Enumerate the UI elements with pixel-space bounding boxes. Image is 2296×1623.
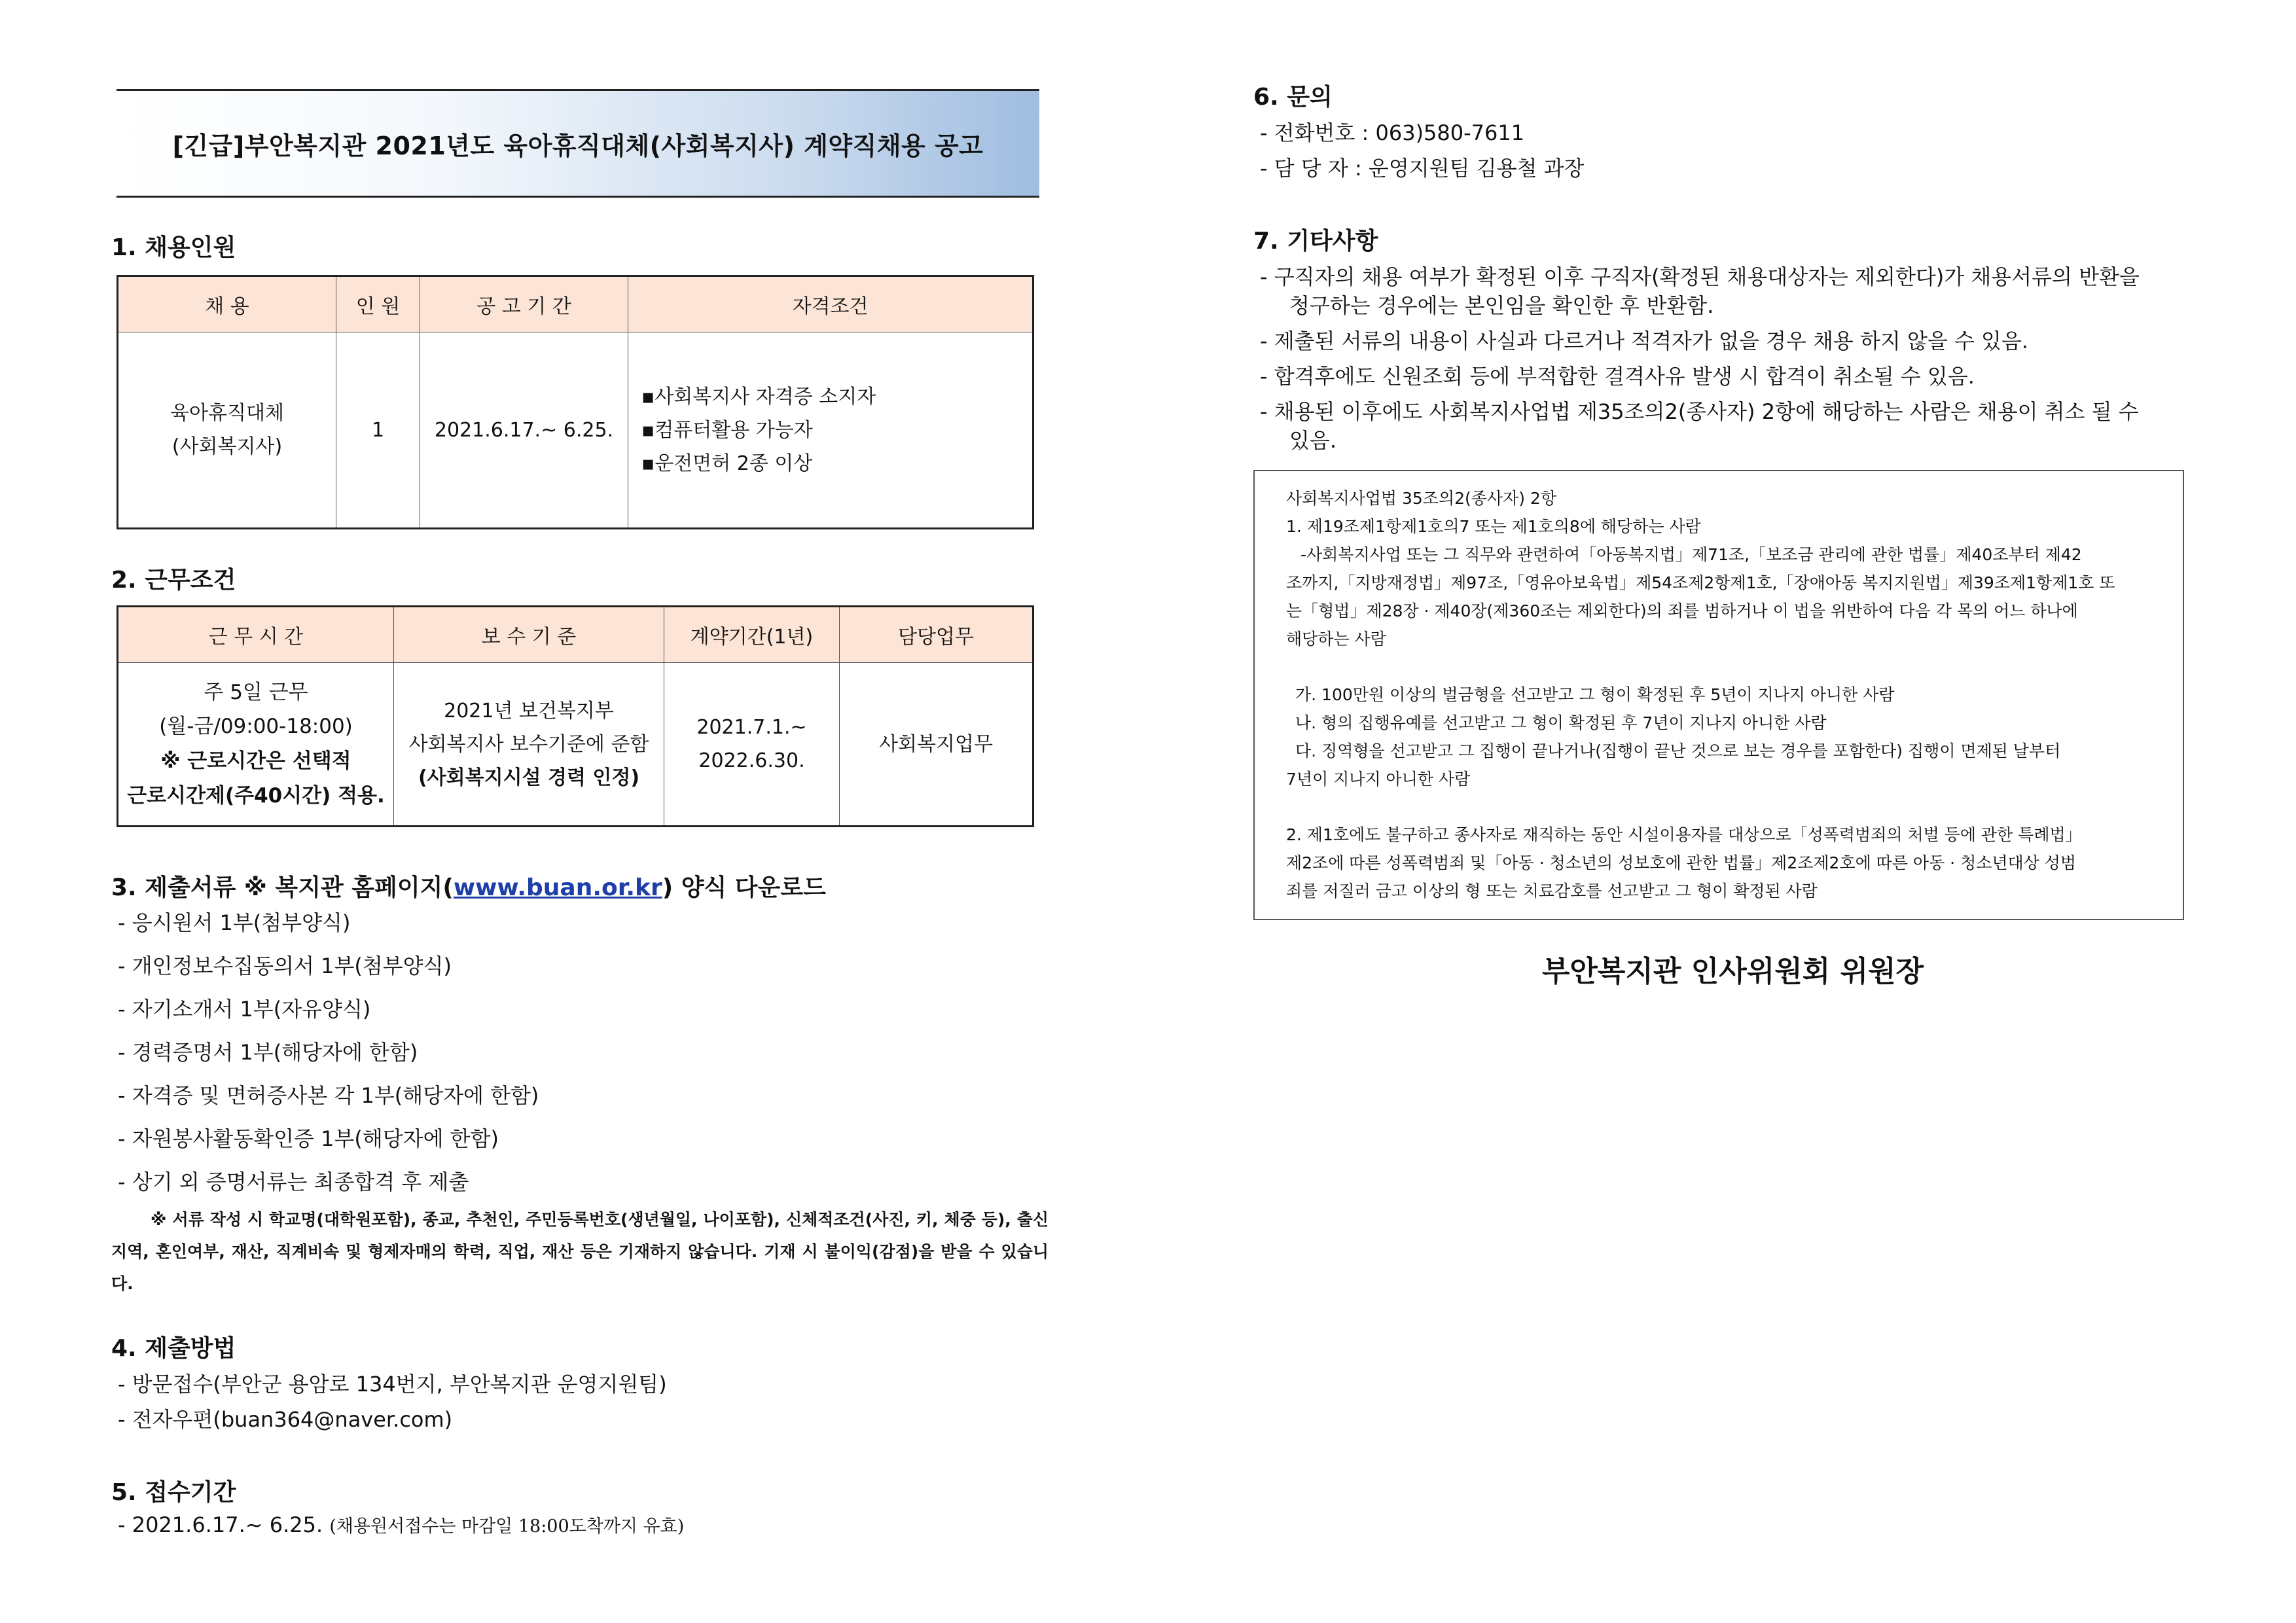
table-header-cell: 채 용 (118, 276, 336, 332)
list-item: - 응시원서 1부(첨부양식) (118, 910, 351, 935)
position-line: (사회복지사) (171, 435, 283, 458)
section-3-heading (111, 869, 826, 902)
table-header-row (118, 607, 1033, 663)
work-hours-line: 주 5일 근무 (204, 680, 308, 704)
list-item: - 전화번호 : 063)580-7611 (1260, 120, 1525, 145)
recruitment-table (117, 275, 1034, 529)
page-title: [긴급]부안복지관 2021년도 육아휴직대체(사회복지사) 계약직채용 공고 (172, 131, 984, 160)
list-item: - 합격후에도 신원조회 등에 부적합한 결격사유 발생 시 합격이 취소될 수 있음. (1260, 364, 1975, 389)
qualification-item: ▪운전면허 2종 이상 (641, 452, 813, 475)
work-conditions-table (117, 605, 1034, 827)
law-excerpt-box (1253, 470, 2184, 920)
section-1-heading: 1. 채용인원 (111, 234, 236, 261)
law-line: 2. 제1호에도 불구하고 종사자로 재직하는 동안 시설이용자를 대상으로「성폭력범죄의 처벌 등에 관한 특례법」 (1286, 825, 2082, 844)
headcount-cell: 1 (336, 332, 420, 529)
table-header-cell: 공 고 기 간 (420, 276, 628, 332)
homepage-link[interactable]: www.buan.or.kr (453, 874, 662, 901)
table-row (118, 663, 1033, 827)
list-item: - 상기 외 증명서류는 최종합격 후 제출 (118, 1169, 469, 1194)
work-hours-note: 근로시간제(주40시간) 적용. (127, 783, 385, 808)
document-notice: ※ 서류 작성 시 학교명(대학원포함), 종교, 추천인, 주민등록번호(생년월일, 나이포함), 신체적조건(사진, 키, 체중 등), 출신지역, 혼인여부, 재산, 직계비속 및 형제자매의 학력, 직업, 재산 등은 기재하지 않습니다. 기재 시 불이익(감점)을 받을 수 있습니다. (111, 1210, 1049, 1293)
qualification-item: ▪컴퓨터활용 가능자 (641, 418, 813, 442)
section-3-heading-text: 3. 제출서류 ※ 복지관 홈페이지( (111, 874, 454, 901)
law-line: 나. 형의 집행유예를 선고받고 그 형이 확정된 후 7년이 지나지 아니한 사람 (1295, 713, 1827, 732)
law-line: 해당하는 사람 (1286, 630, 1386, 649)
position-cell (118, 332, 336, 529)
work-hours-cell (118, 663, 394, 827)
section-5-heading: 5. 접수기간 (111, 1479, 236, 1506)
signature-line: 부안복지관 인사위원회 위원장 (1541, 955, 1924, 988)
application-period-note: (채용원서접수는 마감일 18:00도착까지 유효) (329, 1516, 685, 1537)
list-item: - 구직자의 채용 여부가 확정된 이후 구직자(확정된 채용대상자는 제외한다)가 채용서류의 반환을 (1260, 264, 2140, 289)
qualification-item: ▪사회복지사 자격증 소지자 (641, 385, 876, 408)
law-line: 제2조에 따른 성폭력범죄 및「아동 · 청소년의 성보호에 관한 법률」제2조제2호에 따른 아동 · 청소년대상 성범 (1286, 853, 2077, 872)
table-header-cell: 근 무 시 간 (118, 607, 394, 663)
list-item (118, 1512, 684, 1537)
contract-period-cell (664, 663, 840, 827)
notice-title-banner (117, 89, 1039, 198)
list-item: - 개인정보수집동의서 1부(첨부양식) (118, 954, 452, 978)
list-item: - 채용된 이후에도 사회복지사업법 제35조의2(종사자) 2항에 해당하는 사람은 채용이 취소 될 수 (1260, 399, 2139, 424)
law-line: 조까지,「지방재정법」제97조,「영유아보육법」제54조제2항제1호,「장애아동 복지지원법」제39조제1항제1호 또 (1286, 573, 2115, 592)
table-header-cell: 계약기간(1년) (664, 607, 840, 663)
list-item: - 자원봉사활동확인증 1부(해당자에 한함) (118, 1126, 499, 1151)
table-header-cell: 담당업무 (840, 607, 1033, 663)
section-6-heading: 6. 문의 (1253, 84, 1333, 111)
list-item: - 담 당 자 : 운영지원팀 김용철 과장 (1260, 156, 1585, 181)
work-hours-line: (월-금/09:00-18:00) (159, 715, 353, 739)
pay-note: (사회복지시설 경력 인정) (418, 766, 640, 789)
list-item-continuation: 청구하는 경우에는 본인임을 확인한 후 반환함. (1289, 293, 1714, 318)
law-line: 다. 징역형을 선고받고 그 집행이 끝나거나(집행이 끝난 것으로 보는 경우를 포함한다) 집행이 면제된 날부터 (1295, 741, 2061, 760)
law-line: 7년이 지나지 아니한 사람 (1286, 770, 1471, 789)
table-header-row (118, 276, 1033, 332)
law-line: 는「형법」제28장 · 제40장(제360조는 제외한다)의 죄를 범하거나 이 법을 위반하여 다음 각 목의 어느 하나에 (1286, 601, 2078, 620)
list-item: - 경력증명서 1부(해당자에 한함) (118, 1040, 418, 1065)
contract-line: 2022.6.30. (698, 749, 805, 772)
table-header-cell: 보 수 기 준 (394, 607, 664, 663)
list-item: - 자격증 및 면허증사본 각 1부(해당자에 한함) (118, 1083, 539, 1108)
posting-period-cell: 2021.6.17.~ 6.25. (420, 332, 628, 529)
section-7-heading: 7. 기타사항 (1253, 228, 1378, 255)
section-4-heading: 4. 제출방법 (111, 1335, 236, 1362)
list-item: - 자기소개서 1부(자유양식) (118, 997, 371, 1022)
pay-standard-cell (394, 663, 664, 827)
list-item-continuation: 있음. (1289, 428, 1336, 453)
law-line: 사회복지사업법 35조의2(종사자) 2항 (1286, 489, 1556, 508)
pay-line: 2021년 보건복지부 (444, 699, 614, 722)
contract-line: 2021.7.1.~ (696, 716, 807, 739)
pay-line: 사회복지사 보수기준에 준함 (408, 732, 649, 756)
table-header-cell: 자격조건 (628, 276, 1033, 332)
position-line: 육아휴직대체 (170, 402, 284, 425)
table-row (118, 332, 1033, 529)
qualifications-cell (628, 332, 1033, 529)
list-item: - 전자우편(buan364@naver.com) (118, 1407, 453, 1432)
table-header-cell: 인 원 (336, 276, 420, 332)
law-line: 1. 제19조제1항제1호의7 또는 제1호의8에 해당하는 사람 (1286, 517, 1701, 536)
work-hours-note: ※ 근로시간은 선택적 (160, 749, 351, 773)
application-period: - 2021.6.17.~ 6.25. (118, 1512, 323, 1537)
law-line: 죄를 저질러 금고 이상의 형 또는 치료감호를 선고받고 그 형이 확정된 사람 (1286, 882, 1818, 901)
law-line: 가. 100만원 이상의 벌금형을 선고받고 그 형이 확정된 후 5년이 지나지 아니한 사람 (1295, 685, 1895, 704)
law-line: -사회복지사업 또는 그 직무와 관련하여「아동복지법」제71조,「보조금 관리에 관한 법률」제40조부터 제42 (1300, 545, 2082, 564)
list-item: - 제출된 서류의 내용이 사실과 다르거나 적격자가 없을 경우 채용 하지 않을 수 있음. (1260, 329, 2029, 353)
list-item: - 방문접수(부안군 용암로 134번지, 부안복지관 운영지원팀) (118, 1372, 667, 1397)
section-2-heading: 2. 근무조건 (111, 567, 236, 594)
duty-cell: 사회복지업무 (840, 663, 1033, 827)
section-3-heading-text: ) 양식 다운로드 (662, 874, 826, 901)
